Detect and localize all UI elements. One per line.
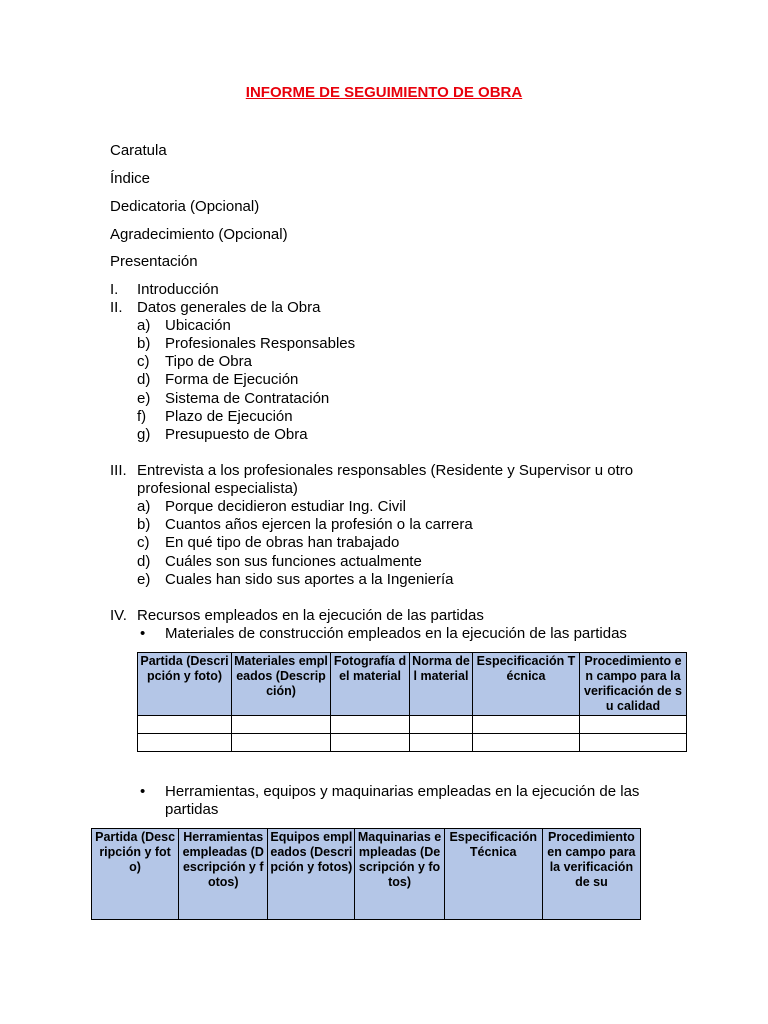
list-item: Sistema de Contratación [165,390,330,407]
bullet-item-materiales: Materiales de construcción empleados en la ejecución de las partidas [165,625,627,642]
table-cell[interactable] [410,716,473,734]
list-item: Cuáles son sus funciones actualmente [165,553,422,570]
section-heading: Introducción [137,281,219,298]
list-item: En qué tipo de obras han trabajado [165,534,400,551]
bullet-item-herramientas-cont: partidas [165,801,219,818]
section-heading: Datos generales de la Obra [137,299,321,316]
table-header-cell: Procedimiento en campo para la verificación de su calidad [580,653,687,716]
list-item: Porque decidieron estudiar Ing. Civil [165,498,406,515]
table-cell[interactable] [473,734,580,752]
front-matter-presentacion: Presentación [110,253,198,270]
table-cell[interactable] [473,716,580,734]
section-heading: Recursos empleados en la ejecución de las partidas [137,607,484,624]
table-header-cell: Materiales empleados (Descripción) [232,653,331,716]
table-header-cell: Herramientas empleadas (Descripción y fotos) [179,829,268,920]
table-cell[interactable] [410,734,473,752]
list-item-letter: f) [137,408,147,425]
materials-table [137,652,687,752]
tools-table [91,828,641,920]
table-cell[interactable] [232,716,331,734]
table-header-cell: Partida (Descripción y foto) [138,653,232,716]
list-item-letter: d) [137,553,151,570]
table-cell[interactable] [580,716,687,734]
list-item: Ubicación [165,317,231,334]
front-matter-dedicatoria: Dedicatoria (Opcional) [110,198,260,215]
list-item: Cuales han sido sus aportes a la Ingeniería [165,571,454,588]
table-header-cell: Especificación Técnica [473,653,580,716]
bullet-glyph: • [140,625,146,642]
table-header-cell: Partida (Descripción y foto) [92,829,179,920]
table-cell[interactable] [580,734,687,752]
list-item-letter: d) [137,371,151,388]
bullet-item-herramientas: Herramientas, equipos y maquinarias empleadas en la ejecución de las [165,783,640,800]
section-number: IV. [110,607,127,624]
list-item: Forma de Ejecución [165,371,299,388]
list-item-letter: b) [137,516,151,533]
section-heading: Entrevista a los profesionales responsables (Residente y Supervisor u otro [137,462,634,479]
table-cell[interactable] [138,734,232,752]
list-item-letter: a) [137,498,151,515]
list-item: Profesionales Responsables [165,335,356,352]
list-item: Tipo de Obra [165,353,252,370]
list-item-letter: g) [137,426,151,443]
list-item: Cuantos años ejercen la profesión o la carrera [165,516,473,533]
list-item-letter: e) [137,390,151,407]
list-item-letter: c) [137,353,150,370]
table-row [138,734,687,752]
table-header-row [92,829,641,920]
front-matter-agradecimiento: Agradecimiento (Opcional) [110,226,288,243]
table-header-row [138,653,687,716]
table-cell[interactable] [331,734,410,752]
table-header-cell: Maquinarias empleadas (Descripción y fotos) [355,829,444,920]
table-cell[interactable] [331,716,410,734]
table-header-cell: Especificación Técnica [444,829,542,920]
table-header-cell: Equipos empleados (Descripción y fotos) [268,829,355,920]
table-row [138,716,687,734]
table-header-cell: Fotografía del material [331,653,410,716]
list-item-letter: c) [137,534,150,551]
section-number: I. [110,281,119,298]
section-number: II. [110,299,123,316]
list-item-letter: a) [137,317,151,334]
section-heading-cont: profesional especialista) [137,480,298,497]
list-item-letter: e) [137,571,151,588]
bullet-glyph: • [140,783,146,800]
front-matter-indice: Índice [110,170,151,187]
list-item: Plazo de Ejecución [165,408,293,425]
table-cell[interactable] [232,734,331,752]
document-title: INFORME DE SEGUIMIENTO DE OBRA [245,84,523,101]
section-number: III. [110,462,127,479]
table-header-cell: Norma del material [410,653,473,716]
list-item: Presupuesto de Obra [165,426,308,443]
table-cell[interactable] [138,716,232,734]
list-item-letter: b) [137,335,151,352]
front-matter-caratula: Caratula [110,142,167,159]
table-header-cell: Procedimiento en campo para la verificación de su [542,829,640,920]
